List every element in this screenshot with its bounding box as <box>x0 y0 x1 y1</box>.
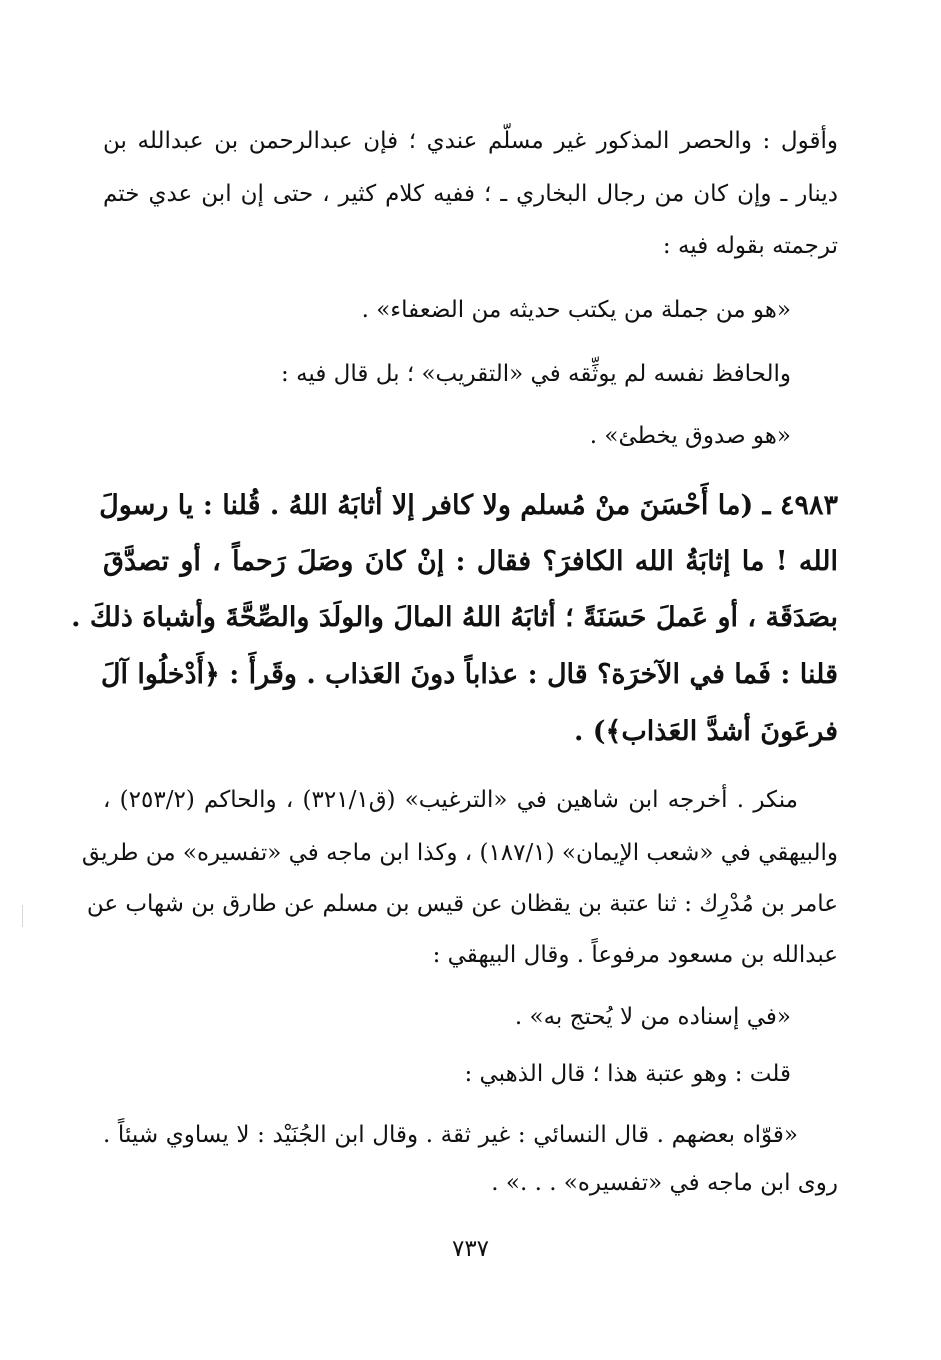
page-number: ٧٣٧ <box>451 1236 490 1262</box>
intro-line-1: وأقول : والحصر المذكور غير مسلّم عندي ؛ فإن عبدالرحمن بن عبدالله بن <box>103 128 838 154</box>
hafiz-line: والحافظ نفسه لم يوثِّقه في «التقريب» ؛ بل قال فيه : <box>281 361 791 387</box>
takhrij-line-1: منكر . أخرجه ابن شاهين في «الترغيب» (ق٣٢١/١) ، والحاكم (٢٥٣/٢) ، <box>103 787 799 813</box>
quote-ibn-adi: «هو من جملة من يكتب حديثه من الضعفاء» . <box>361 297 791 323</box>
hadith-line-5: فرعَونَ أشدَّ العَذاب﴾) . <box>573 716 838 747</box>
hadith-line-2: الله ! ما إثابَةُ الله الكافرَ؟ فقال : إنْ كانَ وصَلَ رَحماً ، أو تصدَّقَ <box>103 546 838 577</box>
dhahabi-line-1: «قوّاه بعضهم . قال النسائي : غير ثقة . وقال ابن الجُنَيْد : لا يساوي شيئاً . <box>103 1122 798 1148</box>
takhrij-line-2: والبيهقي في «شعب الإيمان» (١٨٧/١) ، وكذا ابن ماجه في «تفسيره» من طريق <box>81 840 838 866</box>
dhahabi-line-2: روى ابن ماجه في «تفسيره» . . .» . <box>491 1170 838 1196</box>
hadith-line-4: قلنا : فَما في الآخرَة؟ قال : عذاباً دونَ العَذاب . وقَرأَ : ﴿أَدْخلُوا آلَ <box>100 659 838 690</box>
hadith-line-1: ٤٩٨٣ ـ (ما أَحْسَنَ منْ مُسلم ولا كافر إلا أثابَهُ اللهُ . قُلنا : يا رسولَ <box>99 490 838 521</box>
hadith-line-3: بصَدَقَة ، أو عَملَ حَسَنَةً ؛ أثابَهُ اللهُ المالَ والولَدَ والصِّحَّةَ وأشباهَ ذلكَ . <box>71 602 838 633</box>
takhrij-line-3: عامر بن مُدْرِك : ثنا عتبة بن يقظان عن قيس بن مسلم عن طارق بن شهاب عن <box>86 891 838 917</box>
takhrij-line-4: عبدالله بن مسعود مرفوعاً . وقال البيهقي : <box>432 942 838 968</box>
qultu-line: قلت : وهو عتبة هذا ؛ قال الذهبي : <box>464 1061 791 1087</box>
quote-bayhaqi: «في إسناده من لا يُحتج به» . <box>514 1004 791 1030</box>
scan-margin-mark <box>22 905 23 927</box>
quote-taqrib: «هو صدوق يخطئ» . <box>589 423 791 449</box>
intro-line-3: ترجمته بقوله فيه : <box>662 233 838 259</box>
intro-line-2: دينار ـ وإن كان من رجال البخاري ـ ؛ ففيه كلام كثير ، حتى إن ابن عدي ختم <box>103 181 838 207</box>
